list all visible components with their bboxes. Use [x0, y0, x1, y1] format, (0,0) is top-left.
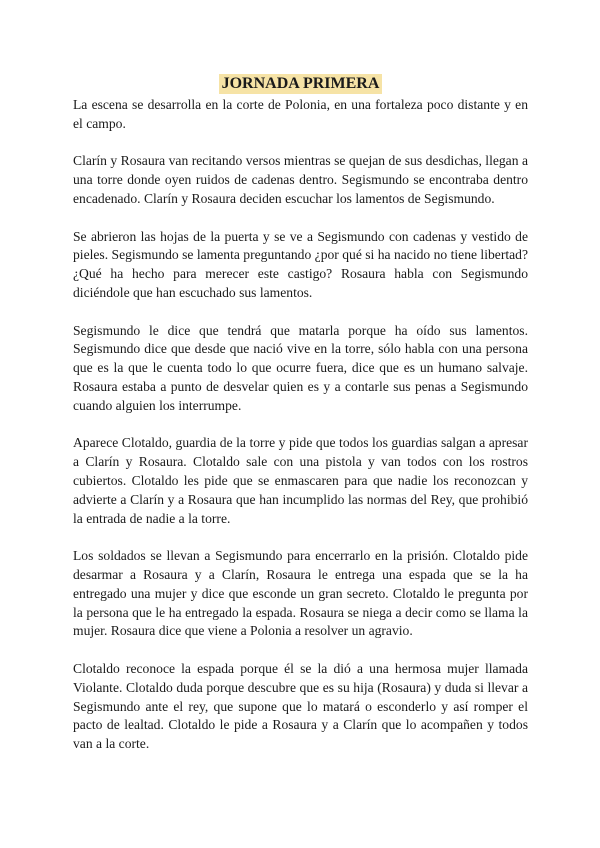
paragraph-segismundo-threat: Segismundo le dice que tendrá que matarla porque ha oído sus lamentos. Segismundo dice que desde que nació vive en la torre, sólo habla con una persona que es la que le cuenta todo lo que ocurre fuera, dice que es un humano salvaje. Rosaura estaba a punto de desvelar quien es y a contarle sus penas a Segismundo cuando alguien los interrumpe. — [73, 322, 528, 413]
paragraph-sword: Clotaldo reconoce la espada porque él se la dió a una hermosa mujer llamada Violante. Clotaldo duda porque descubre que es su hija (Rosaura) y duda si llevar a Segismundo ante el rey, que supone que lo matará o esconderlo y así romper el pacto de lealtad. Clotaldo le pide a Rosaura y a Clarín que lo acompañen y todos van a la corte. — [73, 660, 528, 752]
paragraph-soldiers: Los soldados se llevan a Segismundo para encerrarlo en la prisión. Clotaldo pide desarmar a Rosaura y a Clarín, Rosaura le entrega una espada que se la ha entregado una mujer y dice que esconde un gran secreto. Clotaldo le pregunta por la persona que le ha entregado la espada. Rosaura se niega a decir como se llama la mujer. Rosaura dice que viene a Polonia a resolver un agravio. — [73, 548, 528, 639]
paragraph-segismundo-chains: Se abrieron las hojas de la puerta y se ve a Segismundo con cadenas y vestido de pieles. Segismundo se lamenta preguntando ¿por qué si ha nacido no tiene libertad? ¿Qué ha hecho para merecer este castigo? Rosaura habla con Segismundo diciéndole que han escuchado sus lamentos. — [73, 228, 528, 300]
title-container — [73, 73, 528, 94]
page-title: JORNADA PRIMERA — [219, 74, 383, 94]
paragraph-setting: La escena se desarrolla en la corte de Polonia, en una fortaleza poco distante y en el campo. — [73, 97, 528, 131]
paragraph-clotaldo-appears: Aparece Clotaldo, guardia de la torre y pide que todos los guardias salgan a apresar a Clarín y Rosaura. Clotaldo sale con una pistola y van todos con los rostros cubiertos. Clotaldo les pide que se enmascaren para que nadie los reconozcan y advierte a Clarín y a Rosaura que han incumplido las normas del Rey, que prohibió la entrada de nadie a la torre. — [73, 435, 528, 526]
paragraph-arrival: Clarín y Rosaura van recitando versos mientras se quejan de sus desdichas, llegan a una torre donde oyen ruidos de cadenas dentro. Segismundo se encontraba dentro encadenado. Clarín y Rosaura deciden escuchar los lamentos de Segismundo. — [73, 153, 528, 206]
document-page — [73, 73, 528, 754]
